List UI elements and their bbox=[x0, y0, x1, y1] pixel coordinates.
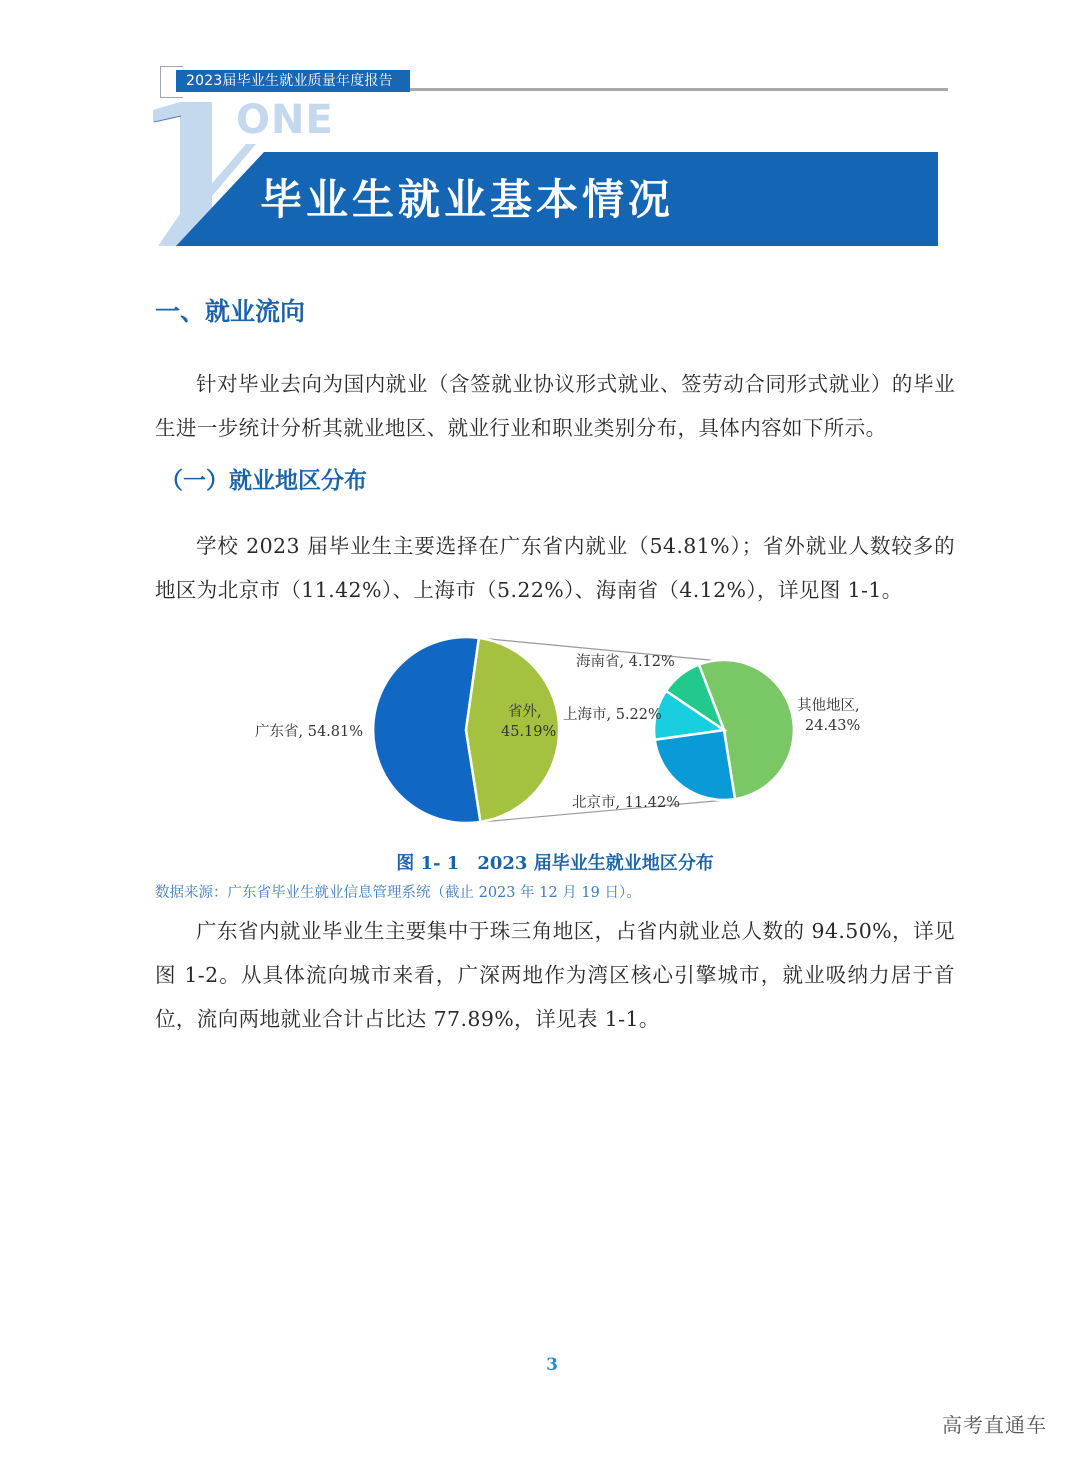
label-other-name: 其他地区, bbox=[797, 698, 860, 714]
label-outside-name: 省外, bbox=[508, 704, 542, 720]
chapter-title: 毕业生就业基本情况 bbox=[260, 175, 675, 224]
prd-paragraph: 广东省内就业毕业生主要集中于珠三角地区，占省内就业总人数的 94.50%，详见图 1-2。从具体流向城市来看，广深两地作为湾区核心引擎城市，就业吸纳力居于首位，流向两地就业合计占比达 77.89%，详见表 1-1。 bbox=[155, 919, 955, 1031]
section-heading: 一、就业流向 bbox=[155, 297, 306, 326]
label-shanghai: 上海市, 5.22% bbox=[563, 707, 662, 723]
label-outside-value: 45.19% bbox=[501, 724, 557, 740]
page-number: 3 bbox=[546, 1355, 558, 1375]
report-title-tag: 2023届毕业生就业质量年度报告 bbox=[176, 70, 410, 92]
slice-guangdong bbox=[373, 637, 480, 823]
figure-source: 数据来源：广东省毕业生就业信息管理系统（截止 2023 年 12 月 19 日）。 bbox=[155, 885, 641, 901]
label-guangdong: 广东省, 54.81% bbox=[255, 724, 364, 740]
label-hainan: 海南省, 4.12% bbox=[576, 654, 675, 670]
header-rule bbox=[410, 88, 948, 91]
chapter-word: ONE bbox=[236, 97, 334, 143]
label-beijing: 北京市, 11.42% bbox=[572, 795, 681, 811]
region-paragraph: 学校 2023 届毕业生主要选择在广东省内就业（54.81%）；省外就业人数较多的地区为北京市（11.42%）、上海市（5.22%）、海南省（4.12%），详见图 1-1。 bbox=[155, 534, 955, 602]
label-other-value: 24.43% bbox=[805, 718, 861, 734]
watermark: 高考直通车 bbox=[942, 1413, 1047, 1437]
figure-caption: 图 1- 1 2023 届毕业生就业地区分布 bbox=[396, 853, 714, 874]
subsection-heading: （一）就业地区分布 bbox=[160, 468, 367, 494]
intro-paragraph: 针对毕业去向为国内就业（含签就业协议形式就业、签劳动合同形式就业）的毕业生进一步统计分析其就业地区、就业行业和职业类别分布，具体内容如下所示。 bbox=[155, 372, 955, 440]
slice-beijing bbox=[655, 730, 735, 800]
